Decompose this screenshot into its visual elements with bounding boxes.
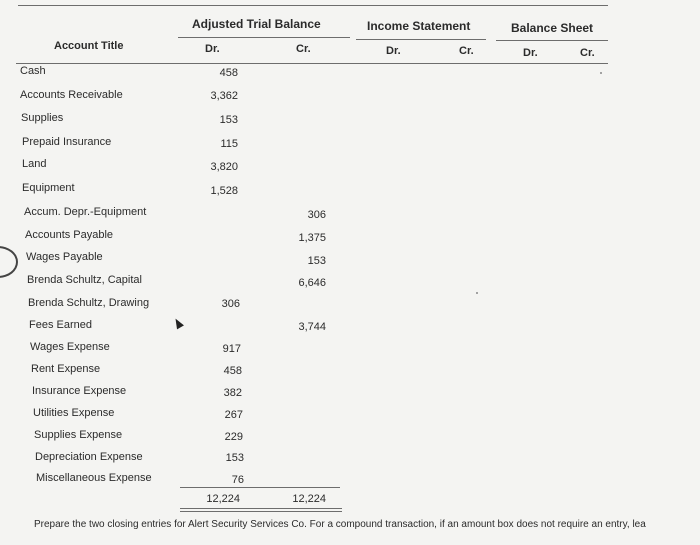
income-statement-header: Income Statement: [367, 19, 471, 33]
atb-dr-value: 1,528: [210, 185, 238, 197]
bs-header-rule: [496, 40, 608, 41]
account-name: Fees Earned: [29, 319, 92, 331]
atb-dr-value: 3,820: [210, 161, 238, 173]
account-title-header: Account Title: [54, 40, 124, 52]
atb-dr-value: 229: [224, 431, 243, 443]
atb-dr-value: 115: [220, 138, 238, 150]
account-name: Wages Expense: [30, 341, 110, 353]
account-name: Accum. Depr.-Equipment: [24, 206, 147, 218]
atb-header-rule: [178, 37, 350, 38]
is-cr-header: Cr.: [459, 45, 474, 57]
mouse-cursor-icon: [172, 317, 184, 330]
atb-cr-value: 1,375: [298, 232, 326, 244]
atb-dr-value: 382: [223, 387, 242, 399]
screen-speck: [600, 72, 602, 74]
atb-dr-value: 267: [224, 409, 243, 421]
top-rule: [18, 5, 608, 6]
account-name: Insurance Expense: [32, 385, 127, 397]
totals-top-rule: [180, 487, 340, 488]
account-name: Miscellaneous Expense: [36, 472, 152, 484]
atb-dr-value: 458: [223, 365, 242, 377]
account-name: Utilities Expense: [33, 407, 115, 419]
account-name: Land: [22, 158, 47, 170]
account-name: Supplies Expense: [34, 429, 123, 441]
atb-dr-header: Dr.: [205, 43, 220, 55]
atb-dr-value: 153: [219, 114, 238, 126]
atb-dr-value: 76: [231, 474, 244, 486]
account-name: Prepaid Insurance: [22, 136, 112, 148]
is-header-rule: [356, 39, 486, 40]
account-name: Cash: [20, 65, 46, 77]
account-name: Supplies: [21, 112, 64, 124]
atb-cr-value: 306: [307, 209, 326, 221]
is-dr-header: Dr.: [386, 45, 401, 57]
row-highlight-circle: [0, 246, 18, 278]
atb-dr-value: 3,362: [210, 90, 238, 102]
totals-double-rule-1: [180, 508, 342, 509]
balance-sheet-header: Balance Sheet: [511, 21, 594, 35]
account-name: Wages Payable: [26, 251, 103, 263]
bs-cr-header: Cr.: [580, 47, 595, 59]
column-header-rule: [16, 63, 608, 64]
atb-cr-total: 12,224: [292, 493, 326, 505]
account-name: Rent Expense: [31, 363, 101, 375]
account-name: Accounts Receivable: [20, 89, 123, 101]
atb-dr-value: 917: [222, 343, 241, 355]
atb-cr-value: 3,744: [298, 321, 326, 333]
atb-cr-value: 6,646: [298, 277, 326, 289]
account-name: Equipment: [22, 182, 75, 194]
account-name: Accounts Payable: [25, 229, 114, 241]
account-name: Brenda Schultz, Capital: [27, 274, 142, 286]
account-name: Brenda Schultz, Drawing: [28, 297, 150, 309]
atb-dr-value: 306: [221, 298, 240, 310]
totals-double-rule-2: [180, 511, 342, 512]
adjusted-trial-balance-header: Adjusted Trial Balance: [192, 17, 321, 31]
screen-speck: [476, 292, 478, 294]
atb-cr-header: Cr.: [296, 43, 311, 55]
atb-dr-value: 153: [225, 452, 244, 464]
atb-dr-total: 12,224: [206, 493, 240, 505]
atb-cr-value: 153: [307, 255, 326, 267]
closing-entries-instructions: Prepare the two closing entries for Alert Security Services Co. For a compound transaction, if an amount box does not require an entry, lea: [34, 519, 646, 530]
atb-dr-value: 458: [219, 67, 238, 79]
bs-dr-header: Dr.: [523, 47, 538, 59]
account-name: Depreciation Expense: [35, 451, 143, 463]
